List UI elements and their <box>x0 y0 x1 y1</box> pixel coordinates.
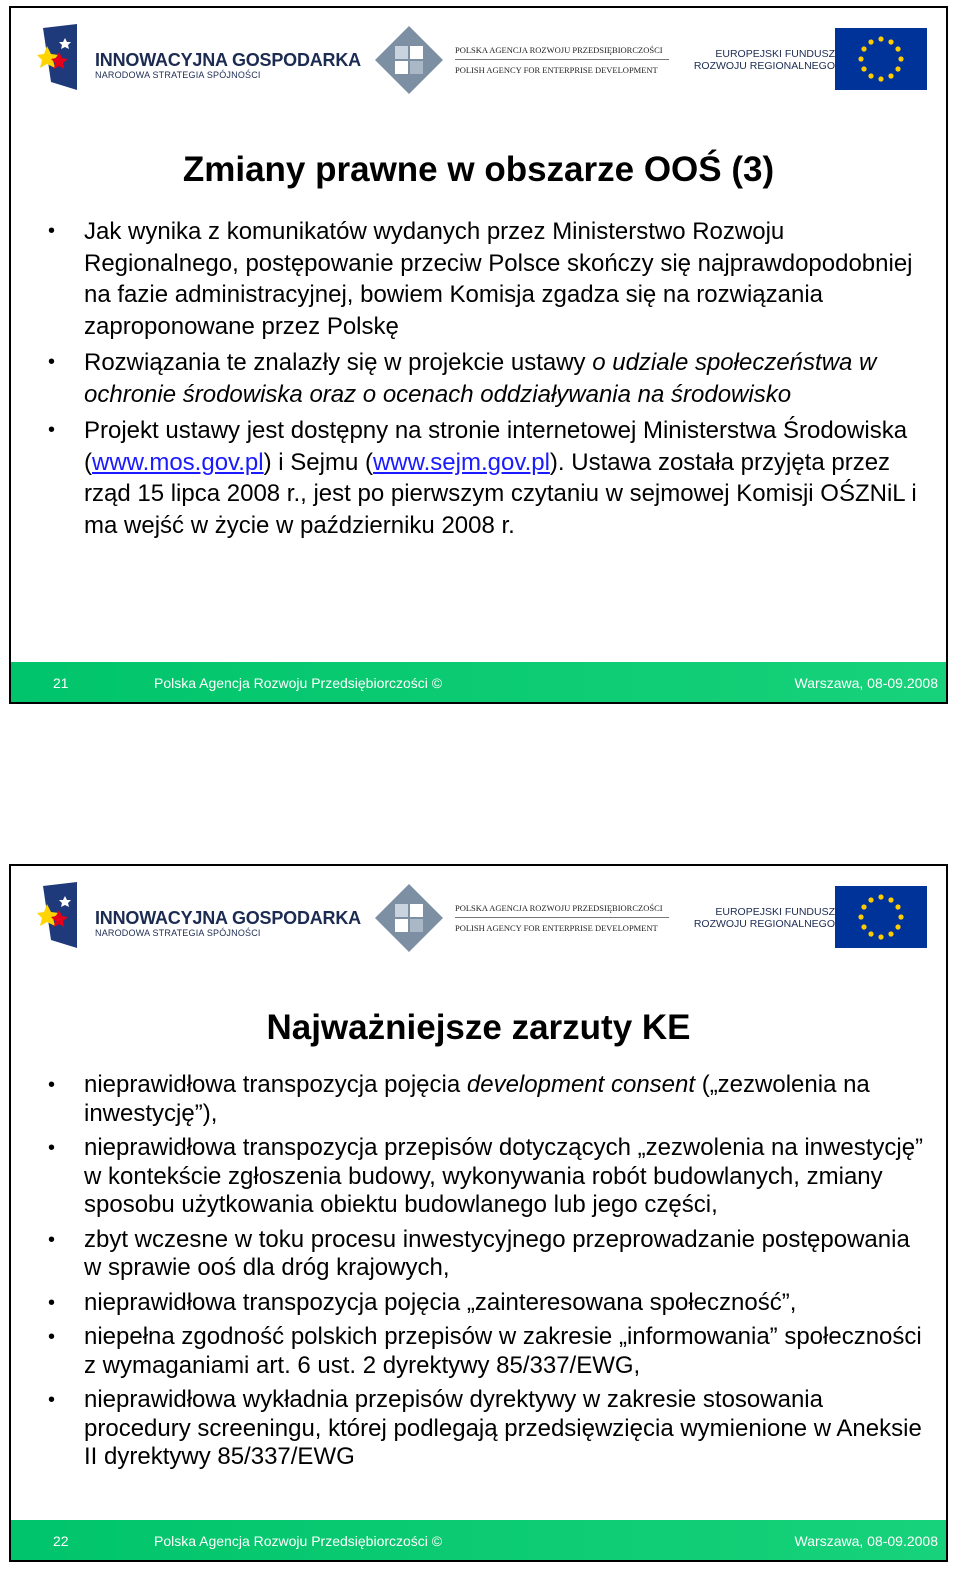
slide-title: Najważniejsze zarzuty KE <box>266 1008 691 1047</box>
eu-flag-icon <box>835 886 927 948</box>
innowacyjna-gospodarka-logo <box>37 24 79 90</box>
slide-22 <box>9 864 948 1562</box>
bullet-item <box>47 1289 927 1318</box>
page-number: 22 <box>53 1533 69 1549</box>
bullet-item <box>47 347 927 410</box>
slide-title: Zmiany prawne w obszarze OOŚ (3) <box>182 150 775 189</box>
innowacyjna-gospodarka-logo <box>37 882 79 948</box>
bullet-item <box>47 415 927 541</box>
footer-organization: Polska Agencja Rozwoju Przedsiębiorczości © <box>154 1533 443 1549</box>
page-number: 21 <box>53 675 69 691</box>
eu-fund-line1: EUROPEJSKI FUNDUSZ <box>715 48 835 60</box>
link-sejm[interactable]: www.sejm.gov.pl <box>372 448 550 476</box>
ig-subtitle: NARODOWA STRATEGIA SPÓJNOŚCI <box>95 928 261 938</box>
logo-bar <box>11 8 946 108</box>
parp-divider <box>455 917 669 918</box>
eu-fund-line2: ROZWOJU REGIONALNEGO <box>693 918 835 930</box>
footer-bar <box>11 662 946 702</box>
bullet-text: nieprawidłowa transpozycja pojęcia „zainteresowana społeczność”, <box>84 1288 797 1316</box>
parp-name-pl: POLSKA AGENCJA ROZWOJU PRZEDSIĘBIORCZOŚCI <box>455 903 663 913</box>
bullet-text: Projekt ustawy jest dostępny na stronie internetowej Ministerstwa Środowiska ( <box>84 417 908 476</box>
bullet-item <box>47 1071 927 1128</box>
bullet-list <box>47 1071 927 1478</box>
bullet-item <box>47 216 927 342</box>
ig-subtitle: NARODOWA STRATEGIA SPÓJNOŚCI <box>95 70 261 80</box>
bullet-item <box>47 1323 927 1380</box>
bullet-text: Rozwiązania te znalazły się w projekcie ustawy <box>84 349 593 376</box>
parp-logo <box>373 24 445 96</box>
parp-divider <box>455 59 669 60</box>
footer-date: Warszawa, 08-09.2008 <box>794 675 938 691</box>
bullet-text: („zezwolenia na inwestycję”), <box>84 1071 870 1127</box>
link-mos[interactable]: www.mos.gov.pl <box>92 448 264 476</box>
bullet-item <box>47 1226 927 1283</box>
eu-flag-icon <box>835 28 927 90</box>
ig-title: INNOWACYJNA GOSPODARKA <box>95 50 361 70</box>
eu-fund-line1: EUROPEJSKI FUNDUSZ <box>715 906 835 918</box>
bullet-list <box>47 216 927 546</box>
bullet-item <box>47 1134 927 1220</box>
parp-name-en: POLISH AGENCY FOR ENTERPRISE DEVELOPMENT <box>455 65 658 75</box>
bullet-italic-text: o udziale społeczeństwa w ochronie środowiska oraz o ocenach oddziaływania na środowisko <box>84 349 877 408</box>
footer-date: Warszawa, 08-09.2008 <box>794 1533 938 1549</box>
bullet-text: ) i Sejmu ( <box>263 448 373 476</box>
bullet-italic-text: development consent <box>466 1071 696 1098</box>
eu-fund-line2: ROZWOJU REGIONALNEGO <box>693 60 835 72</box>
footer-bar <box>11 1520 946 1560</box>
bullet-text: Jak wynika z komunikatów wydanych przez Ministerstwo Rozwoju Regionalnego, postępowanie przeciw Polsce skończy się najprawdopodobniej na fazie administracyjnej, bowiem Komisja zgadza się na rozwiązania zaproponowane przez Polskę <box>84 218 913 340</box>
bullet-item <box>47 1386 927 1472</box>
bullet-text: nieprawidłowa transpozycja przepisów dotyczących „zezwolenia na inwestycję” w kontekście zgłoszenia budowy, wykonywania robót budowlanych, zmiany sposobu użytkowania obiektu budowlanego lub jego części, <box>84 1134 924 1218</box>
footer-organization: Polska Agencja Rozwoju Przedsiębiorczości © <box>154 675 443 691</box>
bullet-text: zbyt wczesne w toku procesu inwestycyjnego przeprowadzanie postępowania w sprawie ooś dla dróg krajowych, <box>84 1225 910 1281</box>
bullet-text: ). Ustawa została przyjęta przez rząd 15 lipca 2008 r., jest po pierwszym czytaniu w sejmowej Komisji OŚZNiL i ma wejść w życie w październiku 2008 r. <box>84 448 917 539</box>
logo-bar <box>11 866 946 966</box>
bullet-text: niepełna zgodność polskich przepisów w zakresie „informowania” społeczności z wymaganiami art. 6 ust. 2 dyrektywy 85/337/EWG, <box>84 1323 922 1379</box>
parp-name-en: POLISH AGENCY FOR ENTERPRISE DEVELOPMENT <box>455 923 658 933</box>
bullet-text: nieprawidłowa wykładnia przepisów dyrektywy w zakresie stosowania procedury screeningu, której podlegają przedsięwzięcia wymienione w Aneksie II dyrektywy 85/337/EWG <box>84 1386 922 1470</box>
parp-logo <box>373 882 445 954</box>
ig-title: INNOWACYJNA GOSPODARKA <box>95 908 361 928</box>
bullet-text: nieprawidłowa transpozycja pojęcia <box>84 1071 467 1098</box>
parp-name-pl: POLSKA AGENCJA ROZWOJU PRZEDSIĘBIORCZOŚCI <box>455 45 663 55</box>
slide-21 <box>9 6 948 704</box>
